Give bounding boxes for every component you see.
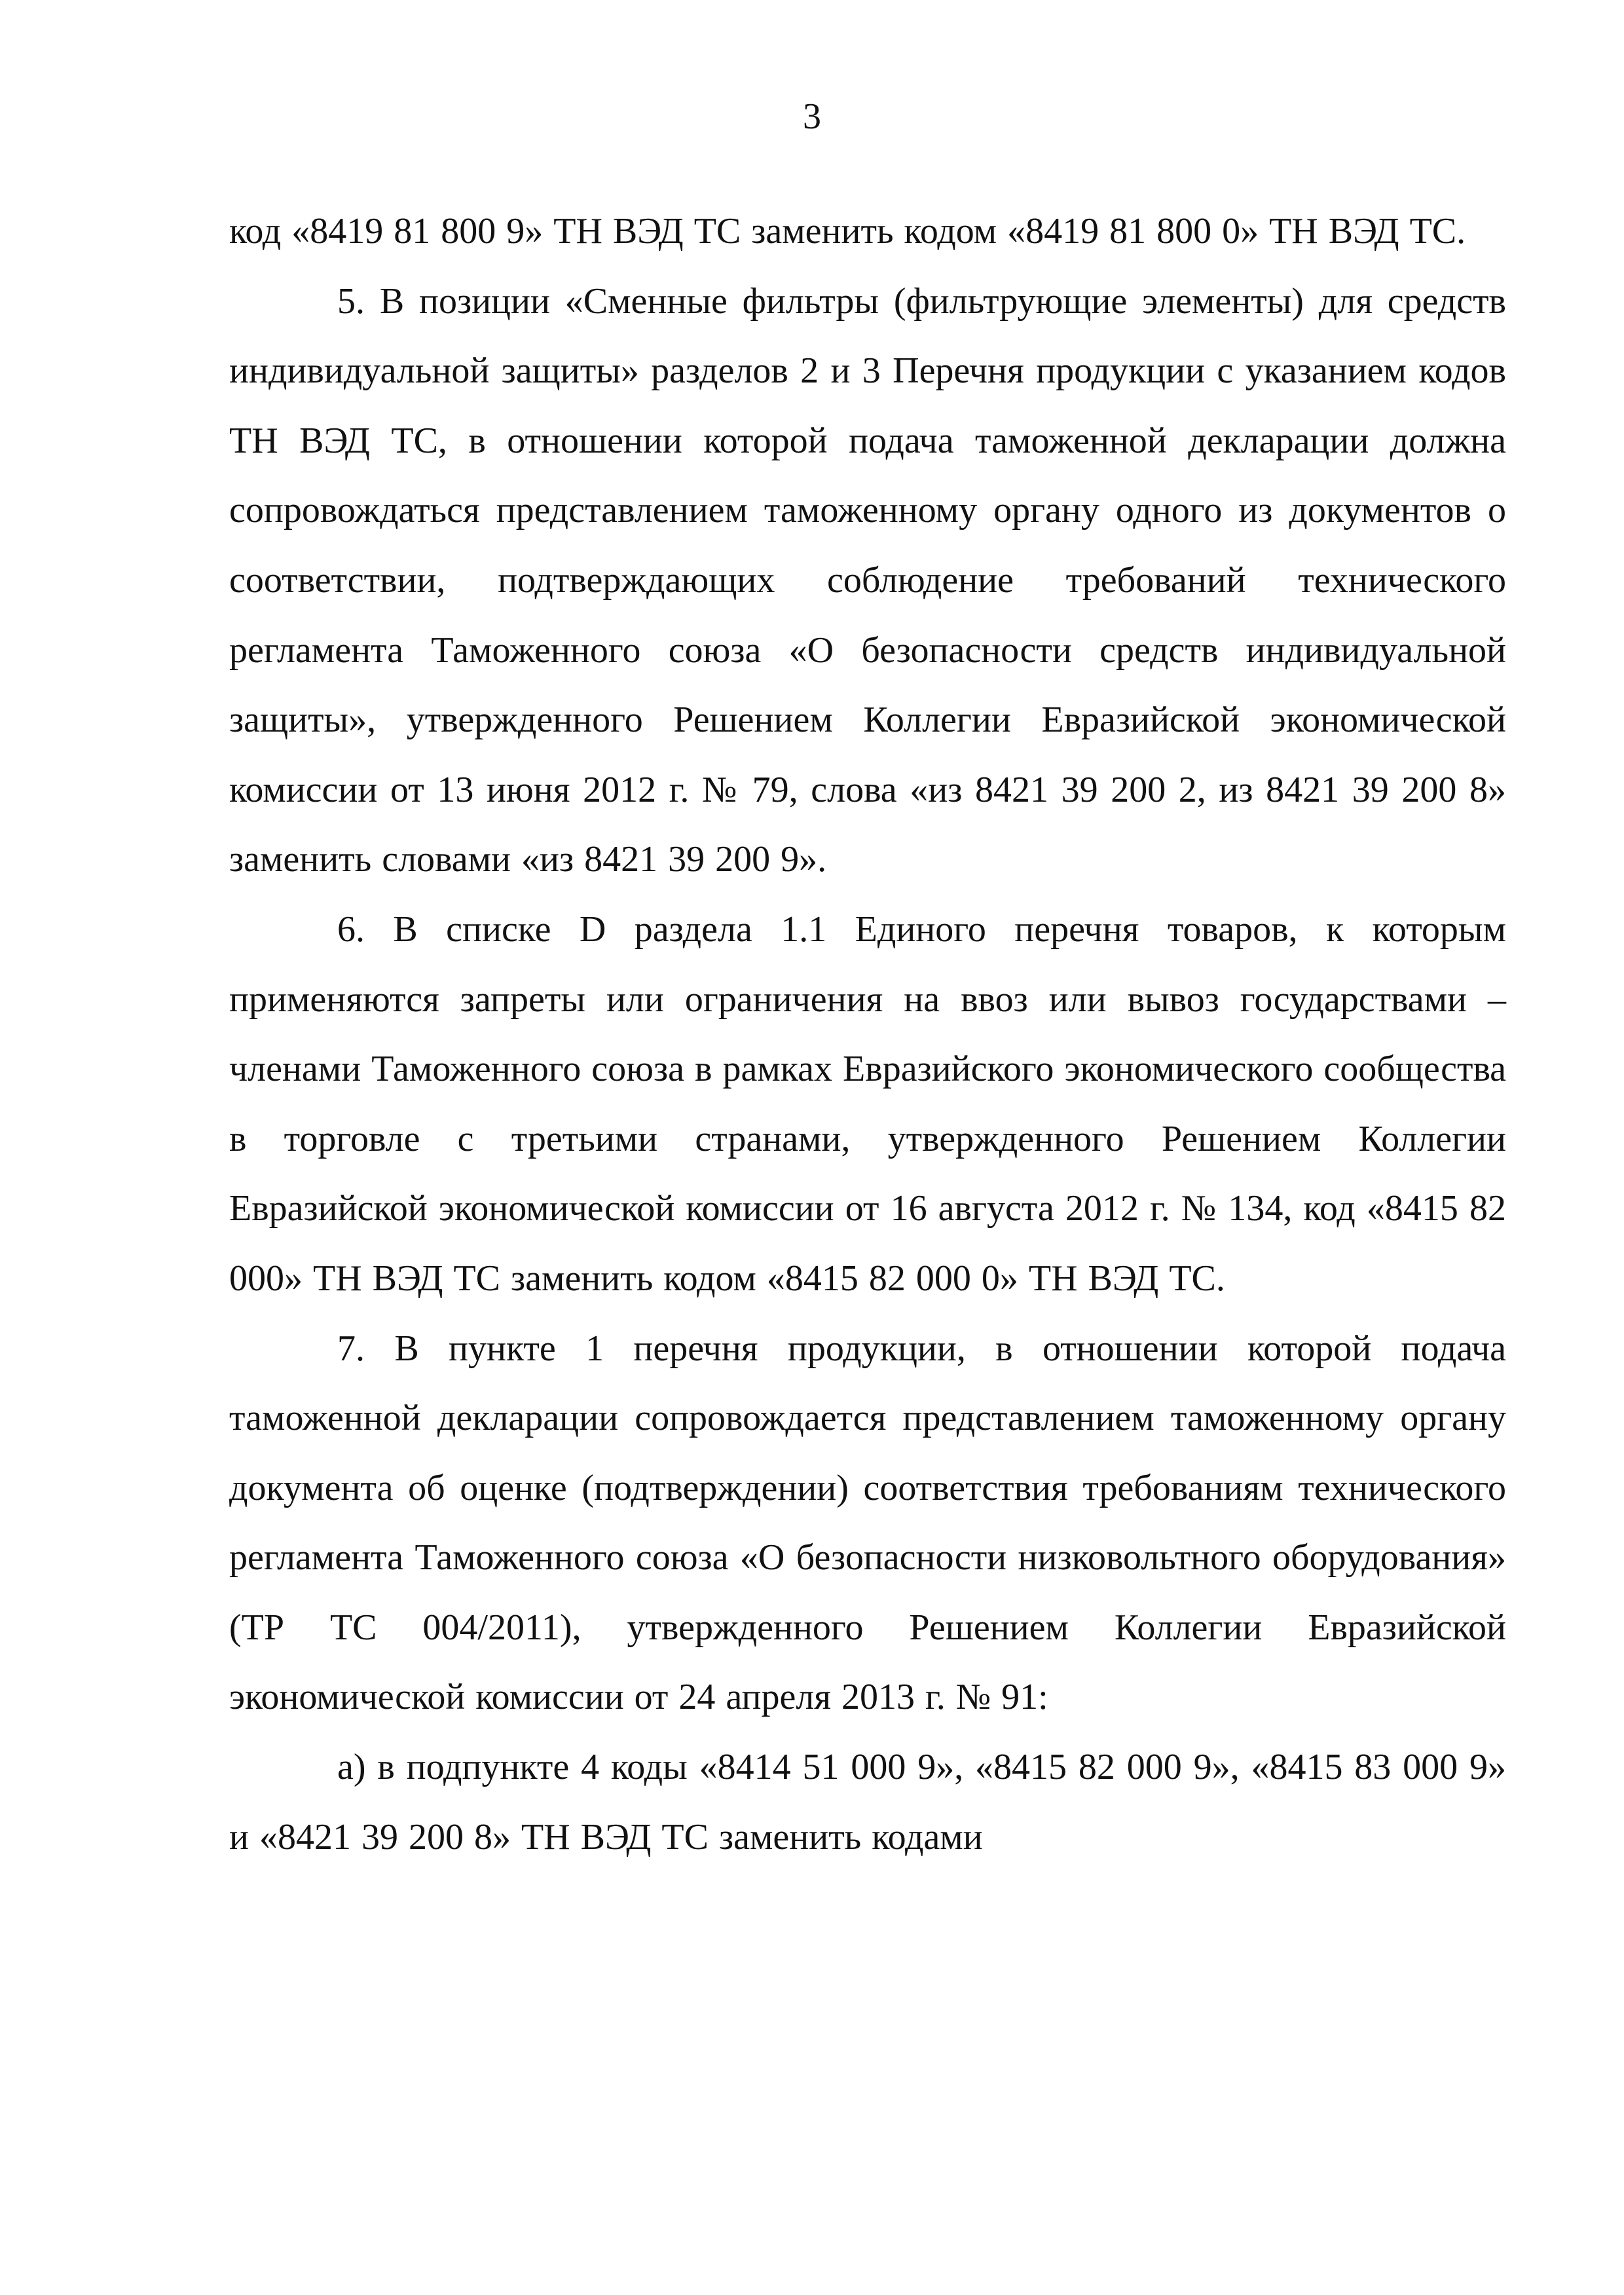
- page-number: 3: [803, 96, 821, 137]
- paragraph-item-6: 6. В списке D раздела 1.1 Единого перечня товаров, к которым применяются запреты или ограничения на ввоз или вывоз государствами – членами Таможенного союза в рамках Евразийского экономического сообщества в торговле с третьими странами, утвержденного Решением Коллегии Евразийской экономической комиссии от 16 августа 2012 г. № 134, код «8415 82 000» ТН ВЭД ТС заменить кодом «8415 82 000 0» ТН ВЭД ТС.: [229, 908, 1506, 1299]
- paragraph-continuation: код «8419 81 800 9» ТН ВЭД ТС заменить кодом «8419 81 800 0» ТН ВЭД ТС.: [229, 211, 1466, 252]
- paragraph-item-7: 7. В пункте 1 перечня продукции, в отношении которой подача таможенной декларации сопровождается представлением таможенному органу документа об оценке (подтверждении) соответствия требованиям технического регламента Таможенного союза «О безопасности низковольтного оборудования» (ТР ТС 004/2011), утвержденного Решением Коллегии Евразийской экономической комиссии от 24 апреля 2013 г. № 91:: [229, 1328, 1506, 1718]
- paragraph-item-5: 5. В позиции «Сменные фильтры (фильтрующие элементы) для средств индивидуальной защиты» разделов 2 и 3 Перечня продукции с указанием кодов ТН ВЭД ТС, в отношении которой подача таможенной декларации должна сопровождаться представлением таможенному органу одного из документов о соответствии, подтверждающих соблюдение требований технического регламента Таможенного союза «О безопасности средств индивидуальной защиты», утвержденного Решением Коллегии Евразийской экономической комиссии от 13 июня 2012 г. № 79, слова «из 8421 39 200 2, из 8421 39 200 8» заменить словами «из 8421 39 200 9».: [229, 280, 1506, 880]
- document-body: [229, 196, 1506, 1872]
- paragraph-subitem-a: а) в подпункте 4 коды «8414 51 000 9», «8415 82 000 9», «8415 83 000 9» и «8421 39 200 8» ТН ВЭД ТС заменить кодами: [229, 1747, 1506, 1857]
